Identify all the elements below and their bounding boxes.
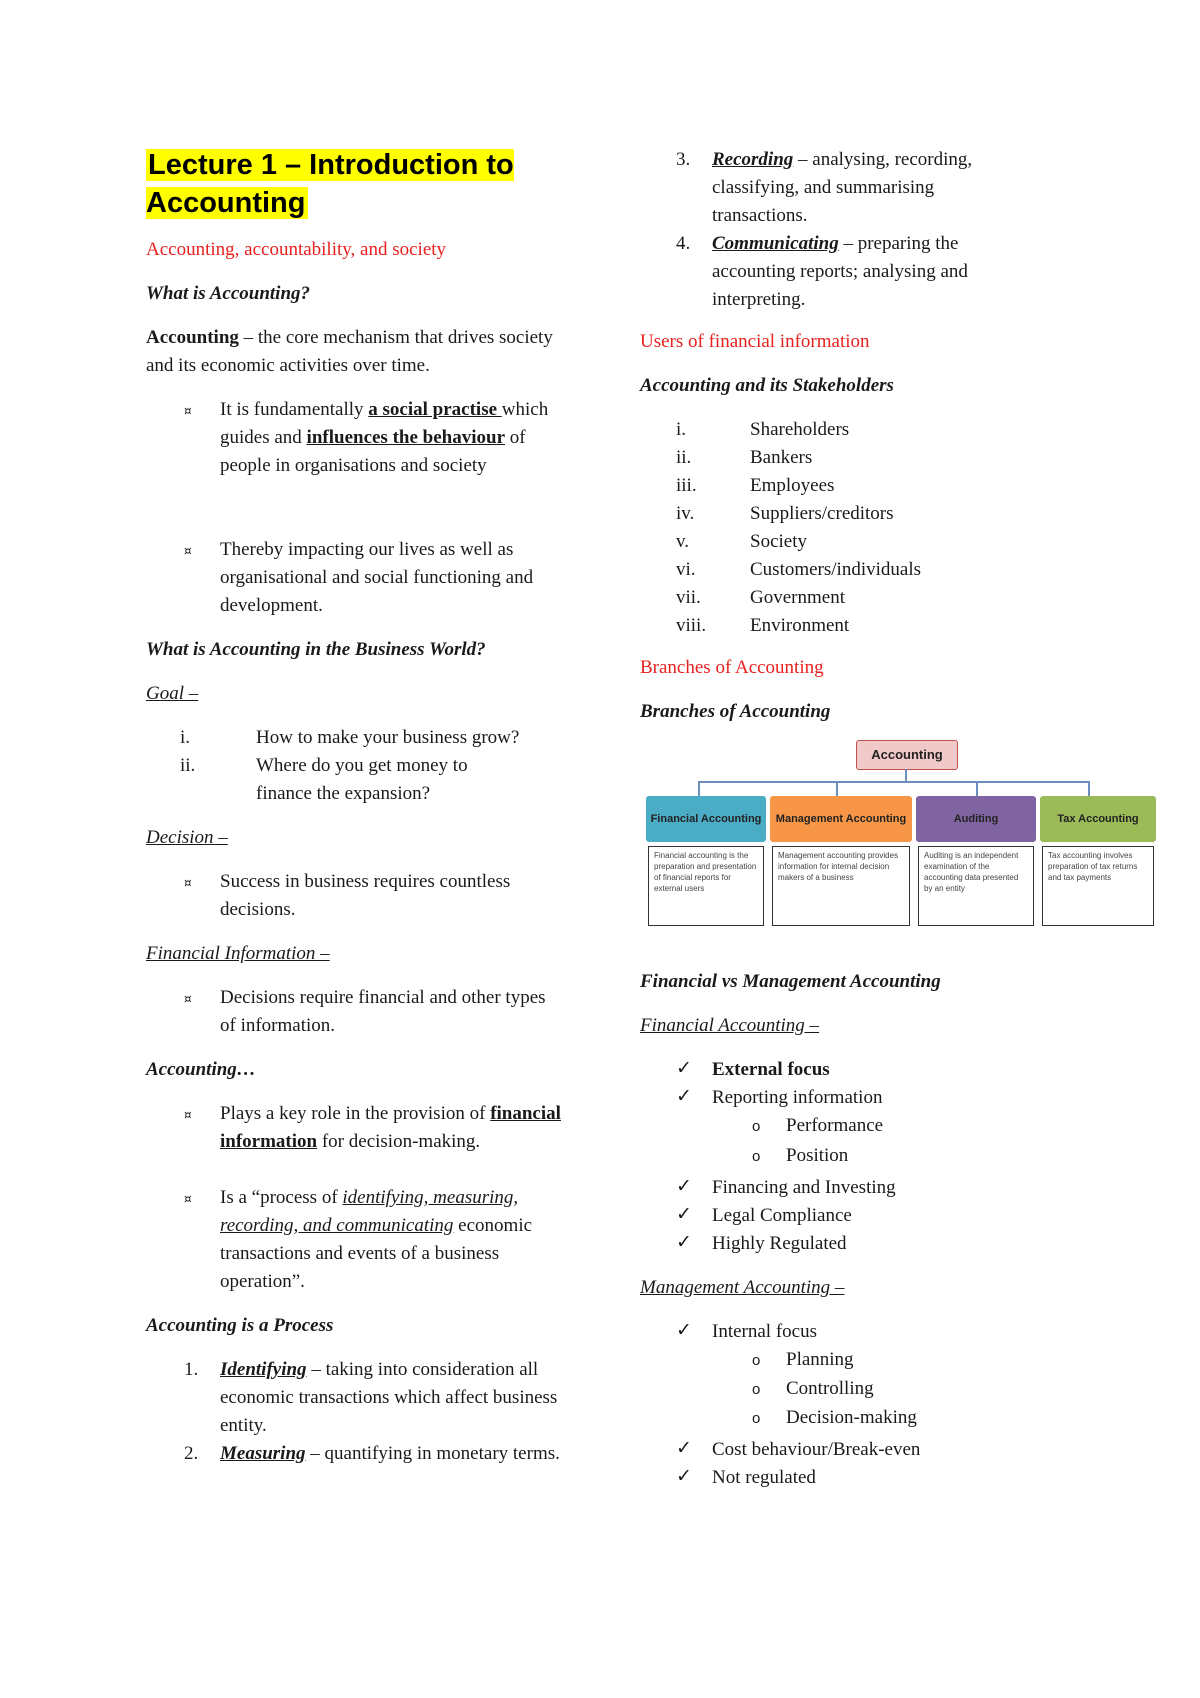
mgmt-item-notreg: Not regulated <box>712 1467 816 1488</box>
diagram-connector <box>836 781 838 796</box>
stakeholder-item: Bankers <box>750 447 813 468</box>
check-icon: ✓ <box>676 1319 692 1341</box>
diagram-desc-management: Management accounting provides information for internal decision makers of a business <box>772 846 910 926</box>
diagram-connector <box>698 781 1088 783</box>
goal-item-2: Where do you get money to finance the expansion? <box>256 755 468 804</box>
process-item-communicating: Communicating – preparing the accounting reports; analysing and interpreting. <box>712 233 968 310</box>
management-accounting-label: Management Accounting – <box>640 1277 845 1298</box>
stakeholder-item: Government <box>750 587 845 608</box>
diagram-branch-tax: Tax Accounting <box>1040 796 1156 842</box>
stakeholder-item: Environment <box>750 615 850 636</box>
question-business-world: What is Accounting in the Business World? <box>146 639 486 660</box>
stakeholder-item: Employees <box>750 475 835 496</box>
bullet-icon: ¤ <box>184 876 192 890</box>
decision-bullet: Success in business requires countless decisions. <box>220 871 511 920</box>
financial-information-label: Financial Information – <box>146 943 330 964</box>
fin-item-reporting: Reporting information <box>712 1087 883 1108</box>
decision-label: Decision – <box>146 827 228 848</box>
process-item-recording: Recording – analysing, recording, classifying, and summarising transactions. <box>712 149 973 226</box>
process-num-1: 1. <box>184 1359 199 1380</box>
accounting-label: Accounting… <box>146 1059 256 1080</box>
check-icon: ✓ <box>676 1203 692 1225</box>
fin-vs-mgmt-heading: Financial vs Management Accounting <box>640 971 941 992</box>
stakeholder-num: iv. <box>676 503 695 524</box>
goal-label: Goal – <box>146 683 199 704</box>
bullet-icon: ¤ <box>184 544 192 558</box>
section-heading: Accounting, accountability, and society <box>146 239 447 260</box>
bullet-impact: Thereby impacting our lives as well as organisational and social functioning and development. <box>220 539 534 616</box>
goal-num-1: i. <box>180 727 191 748</box>
sub-bullet-icon: o <box>752 1381 761 1398</box>
process-heading: Accounting is a Process <box>146 1315 334 1336</box>
page-title: Lecture 1 – Introduction to Accounting <box>146 149 514 219</box>
diagram-connector <box>976 781 978 796</box>
diagram-connector <box>698 781 700 796</box>
mgmt-item-controlling: Controlling <box>786 1378 874 1399</box>
fin-item-performance: Performance <box>786 1115 884 1136</box>
sub-bullet-icon: o <box>752 1118 761 1135</box>
financial-accounting-label: Financial Accounting – <box>640 1015 820 1036</box>
check-icon: ✓ <box>676 1175 692 1197</box>
accounting-definition: Accounting – the core mechanism that drives society and its economic activities over time. <box>146 327 553 376</box>
branches-section-heading: Branches of Accounting <box>640 657 824 678</box>
process-item-identifying: Identifying – taking into consideration all economic transactions which affect business entity. <box>220 1359 558 1436</box>
stakeholder-num: i. <box>676 419 687 440</box>
check-icon: ✓ <box>676 1437 692 1459</box>
sub-bullet-icon: o <box>752 1410 761 1427</box>
diagram-root: Accounting <box>856 740 958 770</box>
accounting-bullet-2: Is a “process of identifying, measuring, recording, and communicating economic transactions and events of a business operation”. <box>220 1187 533 1292</box>
sub-bullet-icon: o <box>752 1352 761 1369</box>
stakeholder-item: Suppliers/creditors <box>750 503 894 524</box>
stakeholder-num: iii. <box>676 475 697 496</box>
bullet-icon: ¤ <box>184 404 192 418</box>
diagram-branch-management: Management Accounting <box>770 796 912 842</box>
stakeholders-heading: Accounting and its Stakeholders <box>640 375 894 396</box>
diagram-connector <box>905 769 907 781</box>
check-icon: ✓ <box>676 1231 692 1253</box>
accounting-bullet-1: Plays a key role in the provision of financial information for decision-making. <box>220 1103 561 1152</box>
fin-item-legal: Legal Compliance <box>712 1205 852 1226</box>
bullet-social-practise: It is fundamentally a social practise which guides and influences the behaviour of people in organisations and society <box>220 399 549 476</box>
mgmt-item-internal: Internal focus <box>712 1321 817 1342</box>
users-heading: Users of financial information <box>640 331 870 352</box>
process-item-measuring: Measuring – quantifying in monetary terms. <box>220 1443 560 1464</box>
process-num-2: 2. <box>184 1443 199 1464</box>
stakeholder-item: Customers/individuals <box>750 559 921 580</box>
stakeholder-num: vii. <box>676 587 701 608</box>
check-icon: ✓ <box>676 1085 692 1107</box>
diagram-connector <box>1088 781 1090 796</box>
fin-item-regulated: Highly Regulated <box>712 1233 847 1254</box>
diagram-desc-financial: Financial accounting is the preparation and presentation of financial reports for external users <box>648 846 764 926</box>
diagram-branch-financial: Financial Accounting <box>646 796 766 842</box>
fin-item-financing: Financing and Investing <box>712 1177 896 1198</box>
stakeholder-num: vi. <box>676 559 696 580</box>
stakeholder-item: Society <box>750 531 807 552</box>
mgmt-item-decision: Decision-making <box>786 1407 917 1428</box>
branches-heading: Branches of Accounting <box>640 701 831 722</box>
fin-item-position: Position <box>786 1145 849 1166</box>
financial-information-bullet: Decisions require financial and other types of information. <box>220 987 546 1036</box>
goal-num-2: ii. <box>180 755 196 776</box>
process-num-3: 3. <box>676 149 691 170</box>
diagram-desc-auditing: Auditing is an independent examination of the accounting data presented by an entity <box>918 846 1034 926</box>
stakeholder-num: v. <box>676 531 690 552</box>
diagram-desc-tax: Tax accounting involves preparation of tax returns and tax payments <box>1042 846 1154 926</box>
check-icon: ✓ <box>676 1057 692 1079</box>
branches-diagram <box>646 736 1154 928</box>
sub-bullet-icon: o <box>752 1148 761 1165</box>
stakeholder-item: Shareholders <box>750 419 850 440</box>
mgmt-item-planning: Planning <box>786 1349 854 1370</box>
bullet-icon: ¤ <box>184 1192 192 1206</box>
bullet-icon: ¤ <box>184 1108 192 1122</box>
process-num-4: 4. <box>676 233 691 254</box>
stakeholder-num: viii. <box>676 615 707 636</box>
mgmt-item-cost: Cost behaviour/Break-even <box>712 1439 921 1460</box>
fin-item-external: External focus <box>712 1059 830 1080</box>
bullet-icon: ¤ <box>184 992 192 1006</box>
diagram-branch-auditing: Auditing <box>916 796 1036 842</box>
check-icon: ✓ <box>676 1465 692 1487</box>
goal-item-1: How to make your business grow? <box>256 727 520 748</box>
stakeholder-num: ii. <box>676 447 692 468</box>
question-what-is-accounting: What is Accounting? <box>146 283 311 304</box>
